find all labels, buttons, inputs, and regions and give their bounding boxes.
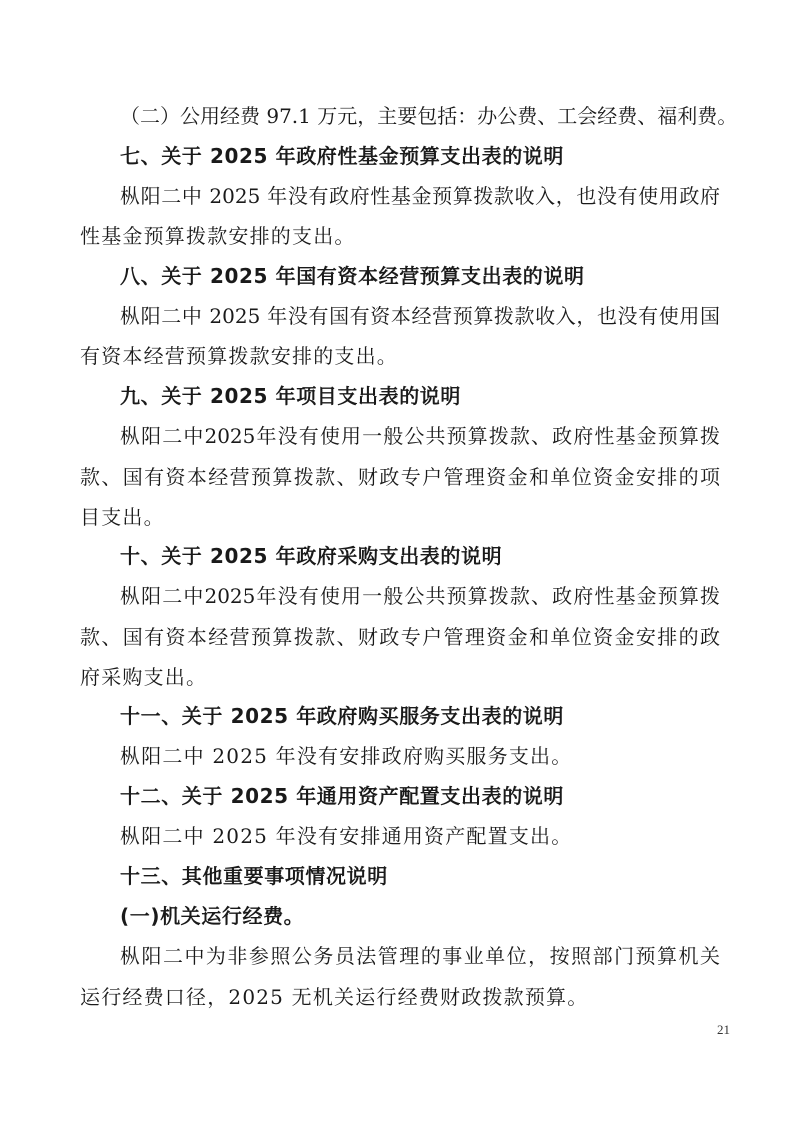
section-heading-12: 十二、关于 2025 年通用资产配置支出表的说明: [120, 784, 564, 808]
section-heading-10: 十、关于 2025 年政府采购支出表的说明: [120, 544, 503, 568]
section-heading-9: 九、关于 2025 年项目支出表的说明: [120, 384, 461, 408]
paragraph-line: 府采购支出。: [80, 665, 208, 689]
paragraph-public-funds: （二）公用经费 97.1 万元，主要包括：办公费、工会经费、福利费。: [120, 104, 738, 128]
paragraph-line: 款、国有资本经营预算拨款、财政专户管理资金和单位资金安排的项: [80, 465, 720, 489]
section-heading-7: 七、关于 2025 年政府性基金预算支出表的说明: [120, 144, 564, 168]
paragraph-line: 枞阳二中 2025 年没有安排政府购买服务支出。: [120, 744, 573, 768]
paragraph-line: 款、国有资本经营预算拨款、财政专户管理资金和单位资金安排的政: [80, 625, 720, 649]
subsection-heading: (一)机关运行经费。: [120, 904, 305, 928]
page-number: 21: [717, 1022, 730, 1037]
paragraph-line: 枞阳二中 2025 年没有政府性基金预算拨款收入，也没有使用政府: [120, 184, 720, 208]
section-heading-13: 十三、其他重要事项情况说明: [120, 864, 388, 888]
paragraph-line: 运行经费口径，2025 无机关运行经费财政拨款预算。: [80, 985, 589, 1009]
paragraph-line: 性基金预算拨款安排的支出。: [80, 224, 356, 248]
paragraph-line: 有资本经营预算拨款安排的支出。: [80, 344, 398, 368]
paragraph-line: 枞阳二中2025年没有使用一般公共预算拨款、政府性基金预算拨: [120, 424, 720, 448]
paragraph-line: 枞阳二中 2025 年没有安排通用资产配置支出。: [120, 824, 573, 848]
section-heading-8: 八、关于 2025 年国有资本经营预算支出表的说明: [120, 264, 585, 288]
paragraph-line: 枞阳二中 2025 年没有国有资本经营预算拨款收入，也没有使用国: [120, 304, 720, 328]
paragraph-line: 目支出。: [80, 505, 165, 529]
paragraph-line: 枞阳二中为非参照公务员法管理的事业单位，按照部门预算机关: [120, 944, 720, 968]
section-heading-11: 十一、关于 2025 年政府购买服务支出表的说明: [120, 704, 564, 728]
paragraph-line: 枞阳二中2025年没有使用一般公共预算拨款、政府性基金预算拨: [120, 584, 720, 608]
